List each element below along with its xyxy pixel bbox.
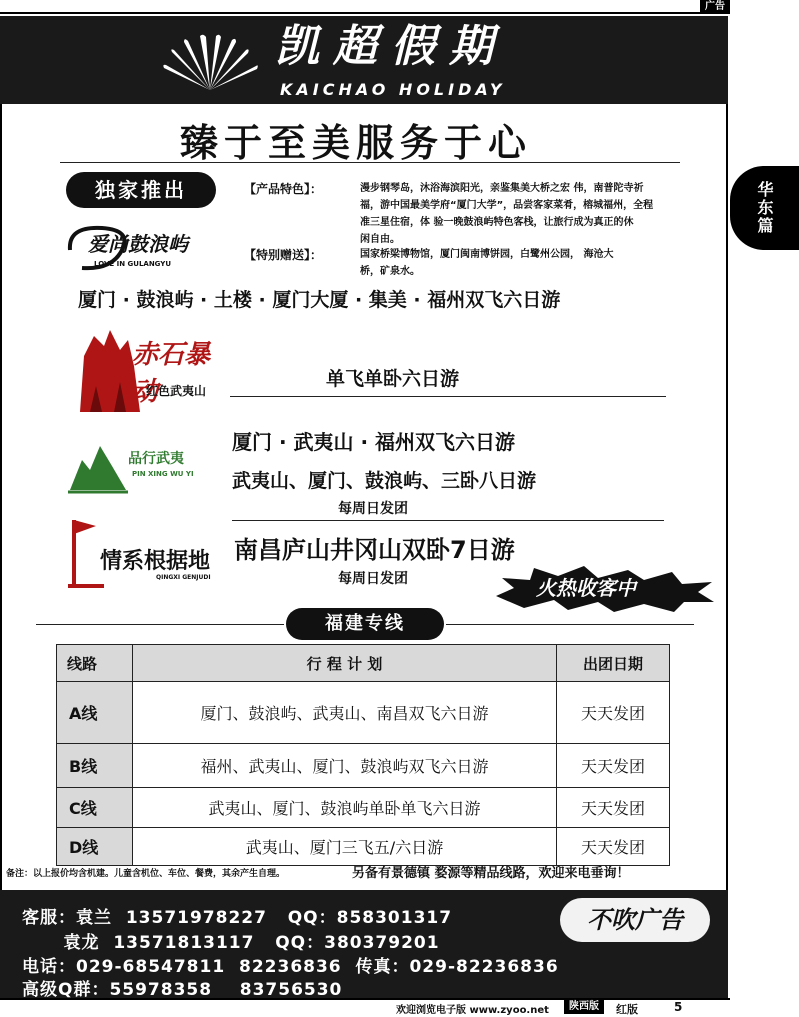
feature-line: 漫步钢琴岛，沐浴海滨阳光，亲鉴集美大桥之宏 伟，南普陀寺祈	[360, 183, 644, 194]
top-rule	[0, 0, 730, 14]
feature-text	[360, 180, 680, 248]
exclusive-badge: 独家推出	[66, 172, 216, 208]
col-header-plan: 行 程 计 划	[133, 645, 557, 682]
section-pill: 福建专线	[286, 608, 444, 640]
contact-row-4: 高级Q群：55978358 83756530	[22, 980, 343, 1000]
feature-line: 准三星住宿，体 验一晚鼓浪屿特色客栈，让旅行成为真正的休	[360, 217, 634, 228]
page-number: 5	[674, 1000, 683, 1014]
cell-date: 天天发团	[557, 788, 670, 828]
section-rule-right	[446, 624, 694, 625]
contact-row-2: 袁龙 13571813117 QQ：380379201	[22, 933, 440, 953]
col-header-line: 线路	[57, 645, 133, 682]
hot-burst-text: 火热收客中	[536, 576, 636, 600]
promo2-note: 每周日发团	[338, 501, 408, 517]
promo2-rule	[232, 520, 664, 521]
cell-plan: 厦门、鼓浪屿、武夷山、南昌双飞六日游	[133, 682, 557, 744]
aishang-logo-text: 爱尚鼓浪屿	[88, 232, 188, 256]
brand-name-en: KAICHAO HOLIDAY	[280, 80, 506, 99]
promo3-note: 每周日发团	[338, 571, 408, 587]
exclusive-route: 厦门 · 鼓浪屿 · 土楼 · 厦门大厦 · 集美 · 福州双飞六日游	[78, 289, 561, 311]
table-header-row	[57, 645, 670, 682]
edition-badge: 陕西版	[564, 1000, 604, 1014]
table-row	[57, 788, 670, 828]
contact-row-3: 电话：029-68547811 82236836 传真：029-82236836	[22, 957, 559, 977]
cell-line: C线	[57, 788, 133, 828]
route-table	[56, 644, 670, 866]
col-header-date: 出团日期	[557, 645, 670, 682]
cell-plan: 武夷山、厦门、鼓浪屿单卧单飞六日游	[133, 788, 557, 828]
qingxi-logo-text: 情系根据地	[100, 549, 211, 574]
chishi-logo	[70, 326, 230, 412]
pinxing-logo-text: 品行武夷	[128, 451, 184, 467]
bottom-rule	[0, 998, 730, 1000]
remark-note: 备注：以上报价均含机建。儿童含机位、车位、餐费，其余产生自理。	[6, 869, 286, 879]
cell-line: B线	[57, 744, 133, 788]
table-row	[57, 828, 670, 866]
feature-label: 【产品特色】：	[244, 182, 323, 196]
promo1-rule	[230, 396, 666, 397]
cell-line: A线	[57, 682, 133, 744]
fan-logo-icon	[160, 34, 260, 90]
chishi-logo-sub: 红色武夷山	[146, 384, 207, 398]
cell-plan: 武夷山、厦门三飞五/六日游	[133, 828, 557, 866]
cell-line: D线	[57, 828, 133, 866]
promo3-title: 南昌庐山井冈山双卧7日游	[234, 536, 515, 564]
cell-plan: 福州、武夷山、厦门、鼓浪屿双飞六日游	[133, 744, 557, 788]
bottom-bar	[0, 998, 730, 1017]
promo2-subtitle: 武夷山、厦门、鼓浪屿、三卧八日游	[232, 470, 537, 492]
site-text: 欢迎浏览电子版 www.zyoo.net	[396, 1005, 549, 1016]
gift-line: 国家桥梁博物馆，厦门闽南博饼园，白鹭州公园， 海沧大	[360, 249, 614, 260]
pinxing-logo	[68, 440, 228, 496]
cell-date: 天天发团	[557, 744, 670, 788]
pinxing-logo-sub: PIN XING WU YI	[132, 470, 194, 478]
contact-row-1: 客服：袁兰 13571978227 QQ：858301317	[22, 908, 453, 928]
extra-note: 另备有景德镇 婺源等精品线路，欢迎来电垂询！	[352, 866, 630, 881]
gift-line: 桥，矿泉水。	[360, 266, 420, 277]
cell-date: 天天发团	[557, 682, 670, 744]
slogan: 臻于至美服务于心	[180, 120, 533, 165]
cell-date: 天天发团	[557, 828, 670, 866]
feature-line: 福，游中国最美学府“厦门大学”，品尝客家菜肴，榕城福州，全程	[360, 200, 654, 211]
qingxi-logo-sub: QINGXI GENJUDI	[156, 574, 211, 581]
region-tab: 华东篇	[730, 166, 799, 250]
aishang-logo	[62, 220, 222, 280]
brand-name: 凯超假期	[275, 21, 507, 72]
slogan-rule	[60, 162, 680, 163]
feature-line: 闲自由。	[360, 234, 400, 245]
aishang-logo-sub: LOVE IN GULANGYU	[94, 260, 172, 268]
table-row	[57, 682, 670, 744]
promo1-title: 单飞单卧六日游	[326, 368, 460, 390]
color-edition: 红版	[616, 1003, 638, 1016]
mountain-icon	[68, 440, 128, 496]
promo2-title: 厦门 · 武夷山 · 福州双飞六日游	[232, 430, 516, 454]
gift-text	[360, 246, 680, 280]
qingxi-logo	[66, 516, 226, 590]
section-rule-left	[36, 624, 284, 625]
gift-label: 【特别赠送】：	[244, 248, 323, 262]
ad-tag: 广告	[700, 0, 730, 14]
no-hype-stamp: 不吹广告	[560, 898, 710, 942]
table-row	[57, 744, 670, 788]
chishi-logo-text: 赤石暴动	[132, 340, 211, 407]
